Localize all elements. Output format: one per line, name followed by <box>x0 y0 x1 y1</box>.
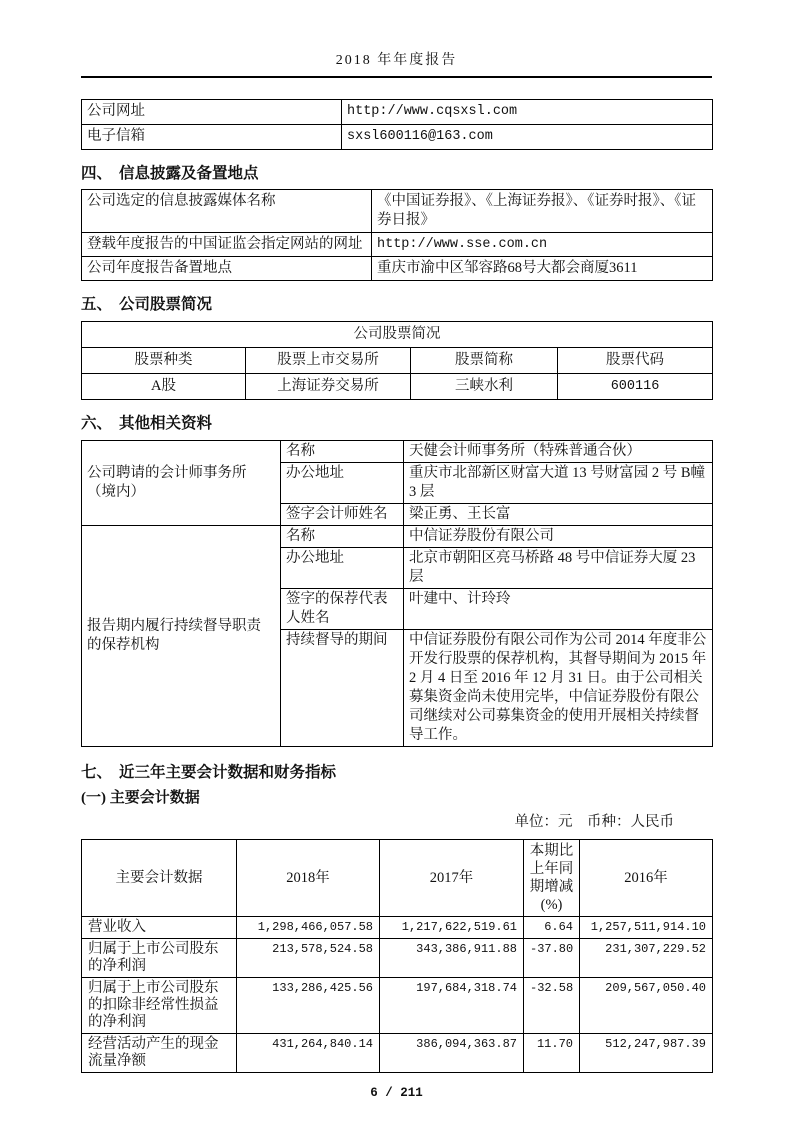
label-cell: 签字会计师姓名 <box>281 504 404 526</box>
table-row <box>82 917 713 939</box>
section-title: 信息披露及备置地点 <box>119 165 259 182</box>
stock-name-cell: 三峡水利 <box>411 374 558 400</box>
related-info-table <box>81 440 713 747</box>
header-cell: 股票种类 <box>82 348 246 374</box>
table-row <box>82 233 713 257</box>
financial-data-table <box>81 839 713 1073</box>
table-row <box>82 374 713 400</box>
row-label-cell: 营业收入 <box>82 917 237 939</box>
section-number: 四、 <box>81 165 113 182</box>
table-title-row <box>82 322 713 348</box>
company-website-value: http://www.cqsxsl.com <box>342 100 713 125</box>
section-5-heading <box>81 295 712 315</box>
label-cell: 公司选定的信息披露媒体名称 <box>82 190 372 233</box>
section-7-heading <box>81 763 712 783</box>
section-title: 其他相关资料 <box>119 415 213 432</box>
csrc-website-value: http://www.sse.com.cn <box>372 233 713 257</box>
label-cell: 办公地址 <box>281 548 404 589</box>
header-cell: 股票简称 <box>411 348 558 374</box>
section-4-heading <box>81 164 712 184</box>
value-cell: 重庆市渝中区邹容路68号大都会商厦3611 <box>372 257 713 281</box>
table-row <box>82 257 713 281</box>
accounting-firm-group-label: 公司聘请的会计师事务所（境内） <box>82 441 281 526</box>
stock-code-cell: 600116 <box>558 374 713 400</box>
value-change-pct: 6.64 <box>524 917 580 939</box>
value-2016: 1,257,511,914.10 <box>580 917 713 939</box>
value-2016: 209,567,050.40 <box>580 978 713 1034</box>
report-header-title: 2018 年年度报告 <box>81 0 712 78</box>
table-row <box>82 978 713 1034</box>
value-2017: 386,094,363.87 <box>380 1034 524 1073</box>
table-row <box>82 939 713 978</box>
value-2017: 197,684,318.74 <box>380 978 524 1034</box>
value-change-pct: -32.58 <box>524 978 580 1034</box>
supervision-period-text: 中信证券股份有限公司作为公司 2014 年度非公开发行股票的保荐机构，其督导期间为 2015 年 2 月 4 日至 2016 年 12 月 31 日。由于公司相关募集资金尚未使用完毕，中信证券股份有限公司继续对公司募集资金的使用开展相关持续督导工作。 <box>404 630 713 747</box>
header-cell: 2017年 <box>380 840 524 917</box>
value-cell: 重庆市北部新区财富大道 13 号财富园 2 号 B幢 3 层 <box>404 463 713 504</box>
value-change-pct: -37.80 <box>524 939 580 978</box>
section-number: 五、 <box>81 296 113 313</box>
value-2018: 213,578,524.58 <box>237 939 380 978</box>
stock-type-cell: A股 <box>82 374 246 400</box>
table-row <box>82 526 713 548</box>
label-cell: 名称 <box>281 441 404 463</box>
header-cell: 股票上市交易所 <box>246 348 411 374</box>
header-cell: 2016年 <box>580 840 713 917</box>
value-cell: 北京市朝阳区亮马桥路 48 号中信证券大厦 23 层 <box>404 548 713 589</box>
label-cell: 公司年度报告备置地点 <box>82 257 372 281</box>
table-row <box>82 100 713 125</box>
page-number: 6 / 211 <box>370 1086 423 1100</box>
header-cell: 2018年 <box>237 840 380 917</box>
contact-table <box>81 99 713 150</box>
section-title: 近三年主要会计数据和财务指标 <box>119 764 337 781</box>
table-row <box>82 125 713 150</box>
value-2018: 1,298,466,057.58 <box>237 917 380 939</box>
value-2016: 231,307,229.52 <box>580 939 713 978</box>
section-6-heading <box>81 414 712 434</box>
value-cell: 《中国证券报》、《上海证券报》、《证券时报》、《证券日报》 <box>372 190 713 233</box>
stock-exchange-cell: 上海证券交易所 <box>246 374 411 400</box>
section-number: 六、 <box>81 415 113 432</box>
table-title-cell: 公司股票简况 <box>82 322 713 348</box>
page-content <box>81 0 712 1100</box>
label-cell: 签字的保荐代表人姓名 <box>281 589 404 630</box>
value-2018: 133,286,425.56 <box>237 978 380 1034</box>
value-2016: 512,247,987.39 <box>580 1034 713 1073</box>
table-row <box>82 190 713 233</box>
value-cell: 梁正勇、王长富 <box>404 504 713 526</box>
row-label-cell: 归属于上市公司股东的净利润 <box>82 939 237 978</box>
header-cell: 主要会计数据 <box>82 840 237 917</box>
label-cell: 办公地址 <box>281 463 404 504</box>
label-cell: 电子信箱 <box>82 125 342 150</box>
section-title: 公司股票简况 <box>119 296 213 313</box>
company-email-value: sxsl600116@163.com <box>342 125 713 150</box>
label-cell: 公司网址 <box>82 100 342 125</box>
row-label-cell: 归属于上市公司股东的扣除非经常性损益的净利润 <box>82 978 237 1034</box>
table-row <box>82 441 713 463</box>
label-cell: 名称 <box>281 526 404 548</box>
disclosure-table <box>81 189 713 281</box>
value-2017: 1,217,622,519.61 <box>380 917 524 939</box>
stock-summary-table <box>81 321 713 400</box>
value-change-pct: 11.70 <box>524 1034 580 1073</box>
value-2018: 431,264,840.14 <box>237 1034 380 1073</box>
section-number: 七、 <box>81 764 113 781</box>
section-7-subheading: (一) 主要会计数据 <box>81 790 200 806</box>
table-header-row <box>82 348 713 374</box>
label-cell: 持续督导的期间 <box>281 630 404 747</box>
unit-currency-note: 单位：元 币种：人民币 <box>514 814 674 830</box>
value-cell: 天健会计师事务所（特殊普通合伙） <box>404 441 713 463</box>
sponsor-group-label: 报告期内履行持续督导职责的保荐机构 <box>82 526 281 747</box>
value-cell: 叶建中、计玲玲 <box>404 589 713 630</box>
value-2017: 343,386,911.88 <box>380 939 524 978</box>
table-row <box>82 1034 713 1073</box>
header-cell: 股票代码 <box>558 348 713 374</box>
value-cell: 中信证券股份有限公司 <box>404 526 713 548</box>
header-cell: 本期比上年同期增减(%) <box>524 840 580 917</box>
table-header-row <box>82 840 713 917</box>
row-label-cell: 经营活动产生的现金流量净额 <box>82 1034 237 1073</box>
label-cell: 登载年度报告的中国证监会指定网站的网址 <box>82 233 372 257</box>
